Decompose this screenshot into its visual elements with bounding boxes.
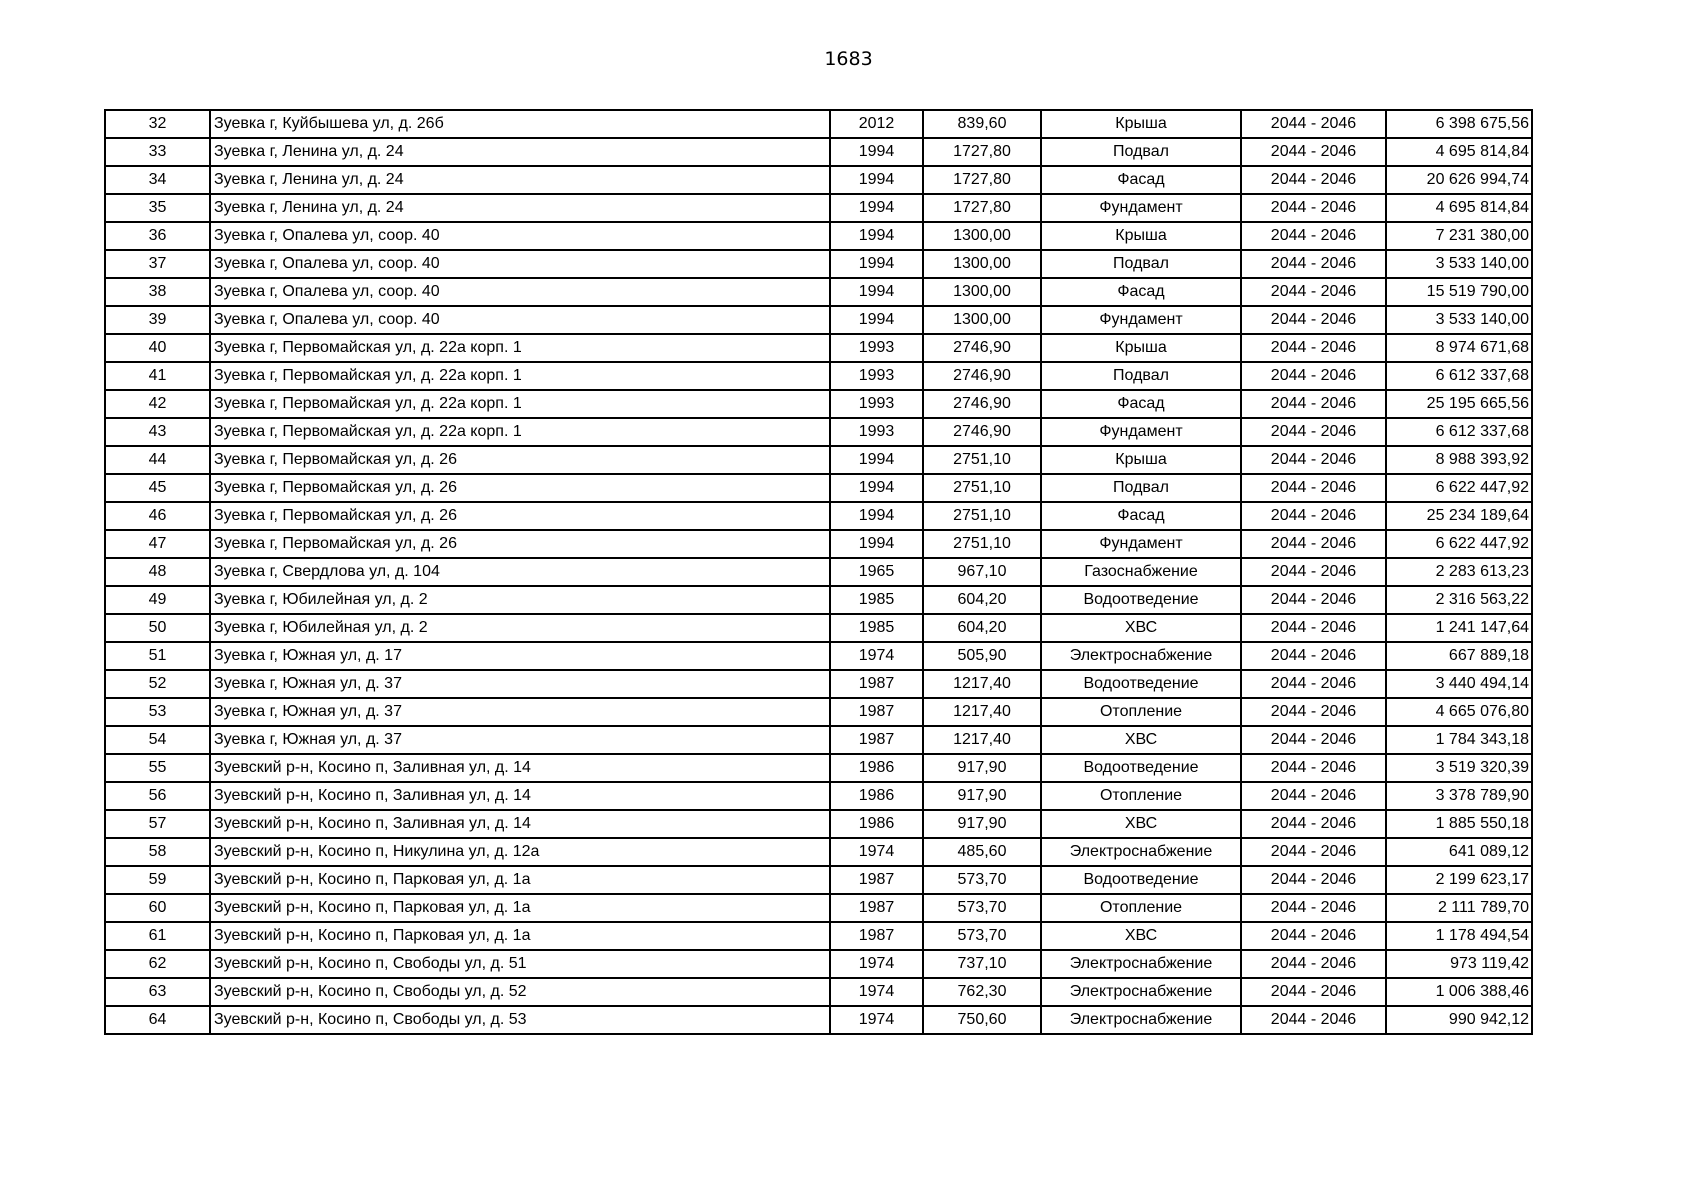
address-cell: Зуевский р-н, Косино п, Заливная ул, д. 14	[210, 782, 830, 810]
period-cell: 2044 - 2046	[1241, 390, 1386, 418]
cost-cell: 8 988 393,92	[1386, 446, 1532, 474]
cost-cell: 990 942,12	[1386, 1006, 1532, 1034]
area-cell: 1300,00	[923, 278, 1041, 306]
table-row	[105, 754, 1532, 782]
area-cell: 604,20	[923, 614, 1041, 642]
area-cell: 2746,90	[923, 390, 1041, 418]
period-cell: 2044 - 2046	[1241, 894, 1386, 922]
row-number-cell: 36	[105, 222, 210, 250]
period-cell: 2044 - 2046	[1241, 558, 1386, 586]
cost-cell: 2 111 789,70	[1386, 894, 1532, 922]
work-type-cell: Подвал	[1041, 250, 1241, 278]
address-cell: Зуевка г, Ленина ул, д. 24	[210, 194, 830, 222]
table-row	[105, 894, 1532, 922]
year-cell: 1985	[830, 586, 923, 614]
area-cell: 1300,00	[923, 250, 1041, 278]
table-row	[105, 558, 1532, 586]
cost-cell: 4 695 814,84	[1386, 138, 1532, 166]
cost-cell: 667 889,18	[1386, 642, 1532, 670]
area-cell: 967,10	[923, 558, 1041, 586]
period-cell: 2044 - 2046	[1241, 614, 1386, 642]
address-cell: Зуевка г, Первомайская ул, д. 22а корп. 1	[210, 334, 830, 362]
address-cell: Зуевский р-н, Косино п, Парковая ул, д. 1а	[210, 922, 830, 950]
year-cell: 1974	[830, 978, 923, 1006]
work-type-cell: ХВС	[1041, 614, 1241, 642]
row-number-cell: 40	[105, 334, 210, 362]
year-cell: 1987	[830, 894, 923, 922]
area-cell: 2751,10	[923, 474, 1041, 502]
year-cell: 1974	[830, 642, 923, 670]
year-cell: 1987	[830, 726, 923, 754]
period-cell: 2044 - 2046	[1241, 586, 1386, 614]
period-cell: 2044 - 2046	[1241, 530, 1386, 558]
work-type-cell: ХВС	[1041, 810, 1241, 838]
address-cell: Зуевка г, Южная ул, д. 37	[210, 698, 830, 726]
row-number-cell: 63	[105, 978, 210, 1006]
table-row	[105, 866, 1532, 894]
area-cell: 2751,10	[923, 446, 1041, 474]
row-number-cell: 44	[105, 446, 210, 474]
work-type-cell: Газоснабжение	[1041, 558, 1241, 586]
period-cell: 2044 - 2046	[1241, 278, 1386, 306]
area-cell: 1217,40	[923, 726, 1041, 754]
year-cell: 1994	[830, 530, 923, 558]
period-cell: 2044 - 2046	[1241, 110, 1386, 138]
period-cell: 2044 - 2046	[1241, 922, 1386, 950]
cost-cell: 6 612 337,68	[1386, 362, 1532, 390]
year-cell: 1993	[830, 362, 923, 390]
row-number-cell: 56	[105, 782, 210, 810]
cost-cell: 3 533 140,00	[1386, 306, 1532, 334]
row-number-cell: 37	[105, 250, 210, 278]
work-type-cell: Фасад	[1041, 166, 1241, 194]
cost-cell: 3 533 140,00	[1386, 250, 1532, 278]
cost-cell: 1 178 494,54	[1386, 922, 1532, 950]
cost-cell: 8 974 671,68	[1386, 334, 1532, 362]
year-cell: 1974	[830, 838, 923, 866]
period-cell: 2044 - 2046	[1241, 866, 1386, 894]
period-cell: 2044 - 2046	[1241, 362, 1386, 390]
cost-cell: 25 195 665,56	[1386, 390, 1532, 418]
work-type-cell: Крыша	[1041, 334, 1241, 362]
work-type-cell: Фасад	[1041, 278, 1241, 306]
work-type-cell: Отопление	[1041, 782, 1241, 810]
area-cell: 2746,90	[923, 418, 1041, 446]
year-cell: 1987	[830, 698, 923, 726]
address-cell: Зуевский р-н, Косино п, Парковая ул, д. 1а	[210, 894, 830, 922]
table-row	[105, 614, 1532, 642]
row-number-cell: 50	[105, 614, 210, 642]
address-cell: Зуевка г, Первомайская ул, д. 22а корп. 1	[210, 418, 830, 446]
row-number-cell: 41	[105, 362, 210, 390]
cost-cell: 2 199 623,17	[1386, 866, 1532, 894]
year-cell: 1993	[830, 418, 923, 446]
row-number-cell: 42	[105, 390, 210, 418]
area-cell: 1727,80	[923, 166, 1041, 194]
area-cell: 917,90	[923, 782, 1041, 810]
table-row	[105, 222, 1532, 250]
row-number-cell: 47	[105, 530, 210, 558]
address-cell: Зуевка г, Ленина ул, д. 24	[210, 166, 830, 194]
row-number-cell: 43	[105, 418, 210, 446]
row-number-cell: 39	[105, 306, 210, 334]
work-type-cell: ХВС	[1041, 922, 1241, 950]
table-row	[105, 838, 1532, 866]
table-row	[105, 922, 1532, 950]
cost-cell: 641 089,12	[1386, 838, 1532, 866]
address-cell: Зуевка г, Первомайская ул, д. 22а корп. 1	[210, 390, 830, 418]
area-cell: 762,30	[923, 978, 1041, 1006]
address-cell: Зуевский р-н, Косино п, Заливная ул, д. 14	[210, 810, 830, 838]
address-cell: Зуевка г, Куйбышева ул, д. 26б	[210, 110, 830, 138]
row-number-cell: 54	[105, 726, 210, 754]
year-cell: 1994	[830, 250, 923, 278]
address-cell: Зуевка г, Ленина ул, д. 24	[210, 138, 830, 166]
row-number-cell: 53	[105, 698, 210, 726]
row-number-cell: 55	[105, 754, 210, 782]
year-cell: 2012	[830, 110, 923, 138]
table-row	[105, 418, 1532, 446]
row-number-cell: 35	[105, 194, 210, 222]
cost-cell: 3 519 320,39	[1386, 754, 1532, 782]
address-cell: Зуевка г, Южная ул, д. 37	[210, 670, 830, 698]
period-cell: 2044 - 2046	[1241, 754, 1386, 782]
address-cell: Зуевка г, Свердлова ул, д. 104	[210, 558, 830, 586]
cost-cell: 3 440 494,14	[1386, 670, 1532, 698]
address-cell: Зуевка г, Первомайская ул, д. 26	[210, 530, 830, 558]
area-cell: 573,70	[923, 894, 1041, 922]
area-cell: 737,10	[923, 950, 1041, 978]
table-row	[105, 810, 1532, 838]
table-row	[105, 530, 1532, 558]
address-cell: Зуевка г, Юбилейная ул, д. 2	[210, 614, 830, 642]
period-cell: 2044 - 2046	[1241, 446, 1386, 474]
address-cell: Зуевка г, Первомайская ул, д. 26	[210, 502, 830, 530]
year-cell: 1994	[830, 446, 923, 474]
cost-cell: 6 622 447,92	[1386, 530, 1532, 558]
address-cell: Зуевка г, Опалева ул, соор. 40	[210, 250, 830, 278]
year-cell: 1994	[830, 278, 923, 306]
table-row	[105, 502, 1532, 530]
repair-schedule-table	[104, 109, 1533, 1035]
row-number-cell: 61	[105, 922, 210, 950]
table-row	[105, 446, 1532, 474]
period-cell: 2044 - 2046	[1241, 726, 1386, 754]
period-cell: 2044 - 2046	[1241, 474, 1386, 502]
row-number-cell: 64	[105, 1006, 210, 1034]
area-cell: 1727,80	[923, 194, 1041, 222]
row-number-cell: 60	[105, 894, 210, 922]
period-cell: 2044 - 2046	[1241, 334, 1386, 362]
table-row	[105, 138, 1532, 166]
work-type-cell: Крыша	[1041, 446, 1241, 474]
row-number-cell: 57	[105, 810, 210, 838]
period-cell: 2044 - 2046	[1241, 222, 1386, 250]
work-type-cell: Крыша	[1041, 222, 1241, 250]
year-cell: 1994	[830, 306, 923, 334]
address-cell: Зуевка г, Юбилейная ул, д. 2	[210, 586, 830, 614]
work-type-cell: Электроснабжение	[1041, 950, 1241, 978]
row-number-cell: 46	[105, 502, 210, 530]
cost-cell: 25 234 189,64	[1386, 502, 1532, 530]
table-row	[105, 110, 1532, 138]
work-type-cell: Фундамент	[1041, 418, 1241, 446]
row-number-cell: 33	[105, 138, 210, 166]
table-body	[105, 110, 1532, 1034]
cost-cell: 1 784 343,18	[1386, 726, 1532, 754]
cost-cell: 1 241 147,64	[1386, 614, 1532, 642]
area-cell: 1300,00	[923, 222, 1041, 250]
row-number-cell: 34	[105, 166, 210, 194]
work-type-cell: Отопление	[1041, 698, 1241, 726]
table-row	[105, 642, 1532, 670]
row-number-cell: 62	[105, 950, 210, 978]
table-row	[105, 166, 1532, 194]
address-cell: Зуевка г, Первомайская ул, д. 26	[210, 446, 830, 474]
area-cell: 505,90	[923, 642, 1041, 670]
address-cell: Зуевский р-н, Косино п, Свободы ул, д. 51	[210, 950, 830, 978]
area-cell: 1217,40	[923, 670, 1041, 698]
page-number: 1683	[824, 48, 873, 70]
cost-cell: 7 231 380,00	[1386, 222, 1532, 250]
area-cell: 1217,40	[923, 698, 1041, 726]
year-cell: 1987	[830, 866, 923, 894]
cost-cell: 3 378 789,90	[1386, 782, 1532, 810]
table-row	[105, 390, 1532, 418]
period-cell: 2044 - 2046	[1241, 166, 1386, 194]
year-cell: 1994	[830, 474, 923, 502]
period-cell: 2044 - 2046	[1241, 306, 1386, 334]
cost-cell: 6 612 337,68	[1386, 418, 1532, 446]
row-number-cell: 32	[105, 110, 210, 138]
year-cell: 1994	[830, 194, 923, 222]
address-cell: Зуевка г, Южная ул, д. 17	[210, 642, 830, 670]
year-cell: 1974	[830, 950, 923, 978]
work-type-cell: Фундамент	[1041, 194, 1241, 222]
period-cell: 2044 - 2046	[1241, 502, 1386, 530]
table-row	[105, 670, 1532, 698]
address-cell: Зуевский р-н, Косино п, Парковая ул, д. 1а	[210, 866, 830, 894]
table-row	[105, 250, 1532, 278]
year-cell: 1987	[830, 922, 923, 950]
area-cell: 917,90	[923, 754, 1041, 782]
year-cell: 1994	[830, 502, 923, 530]
row-number-cell: 58	[105, 838, 210, 866]
address-cell: Зуевка г, Южная ул, д. 37	[210, 726, 830, 754]
work-type-cell: Водоотведение	[1041, 670, 1241, 698]
table-row	[105, 698, 1532, 726]
row-number-cell: 38	[105, 278, 210, 306]
period-cell: 2044 - 2046	[1241, 1006, 1386, 1034]
table-row	[105, 586, 1532, 614]
work-type-cell: Водоотведение	[1041, 866, 1241, 894]
table-row	[105, 474, 1532, 502]
table-row	[105, 950, 1532, 978]
year-cell: 1974	[830, 1006, 923, 1034]
year-cell: 1965	[830, 558, 923, 586]
year-cell: 1994	[830, 138, 923, 166]
area-cell: 485,60	[923, 838, 1041, 866]
row-number-cell: 51	[105, 642, 210, 670]
table-row	[105, 194, 1532, 222]
work-type-cell: Фасад	[1041, 502, 1241, 530]
work-type-cell: Водоотведение	[1041, 586, 1241, 614]
table-row	[105, 278, 1532, 306]
work-type-cell: Водоотведение	[1041, 754, 1241, 782]
work-type-cell: Подвал	[1041, 138, 1241, 166]
cost-cell: 4 695 814,84	[1386, 194, 1532, 222]
area-cell: 750,60	[923, 1006, 1041, 1034]
area-cell: 573,70	[923, 922, 1041, 950]
row-number-cell: 49	[105, 586, 210, 614]
address-cell: Зуевский р-н, Косино п, Свободы ул, д. 52	[210, 978, 830, 1006]
work-type-cell: Подвал	[1041, 362, 1241, 390]
address-cell: Зуевский р-н, Косино п, Заливная ул, д. 14	[210, 754, 830, 782]
work-type-cell: Крыша	[1041, 110, 1241, 138]
address-cell: Зуевский р-н, Косино п, Никулина ул, д. 12а	[210, 838, 830, 866]
address-cell: Зуевка г, Опалева ул, соор. 40	[210, 222, 830, 250]
period-cell: 2044 - 2046	[1241, 950, 1386, 978]
year-cell: 1986	[830, 754, 923, 782]
year-cell: 1994	[830, 166, 923, 194]
area-cell: 604,20	[923, 586, 1041, 614]
work-type-cell: Электроснабжение	[1041, 838, 1241, 866]
cost-cell: 1 885 550,18	[1386, 810, 1532, 838]
cost-cell: 973 119,42	[1386, 950, 1532, 978]
table-row	[105, 306, 1532, 334]
period-cell: 2044 - 2046	[1241, 838, 1386, 866]
address-cell: Зуевка г, Первомайская ул, д. 26	[210, 474, 830, 502]
address-cell: Зуевка г, Опалева ул, соор. 40	[210, 278, 830, 306]
period-cell: 2044 - 2046	[1241, 250, 1386, 278]
period-cell: 2044 - 2046	[1241, 138, 1386, 166]
cost-cell: 6 622 447,92	[1386, 474, 1532, 502]
period-cell: 2044 - 2046	[1241, 978, 1386, 1006]
work-type-cell: Отопление	[1041, 894, 1241, 922]
period-cell: 2044 - 2046	[1241, 194, 1386, 222]
year-cell: 1993	[830, 390, 923, 418]
table-row	[105, 334, 1532, 362]
work-type-cell: Электроснабжение	[1041, 978, 1241, 1006]
address-cell: Зуевский р-н, Косино п, Свободы ул, д. 53	[210, 1006, 830, 1034]
area-cell: 2746,90	[923, 334, 1041, 362]
work-type-cell: ХВС	[1041, 726, 1241, 754]
work-type-cell: Подвал	[1041, 474, 1241, 502]
area-cell: 2751,10	[923, 530, 1041, 558]
year-cell: 1986	[830, 782, 923, 810]
period-cell: 2044 - 2046	[1241, 782, 1386, 810]
area-cell: 573,70	[923, 866, 1041, 894]
row-number-cell: 45	[105, 474, 210, 502]
year-cell: 1987	[830, 670, 923, 698]
year-cell: 1985	[830, 614, 923, 642]
cost-cell: 15 519 790,00	[1386, 278, 1532, 306]
area-cell: 2746,90	[923, 362, 1041, 390]
address-cell: Зуевка г, Первомайская ул, д. 22а корп. 1	[210, 362, 830, 390]
area-cell: 839,60	[923, 110, 1041, 138]
period-cell: 2044 - 2046	[1241, 418, 1386, 446]
table-row	[105, 362, 1532, 390]
cost-cell: 2 283 613,23	[1386, 558, 1532, 586]
work-type-cell: Электроснабжение	[1041, 642, 1241, 670]
period-cell: 2044 - 2046	[1241, 810, 1386, 838]
period-cell: 2044 - 2046	[1241, 642, 1386, 670]
table-row	[105, 1006, 1532, 1034]
area-cell: 1727,80	[923, 138, 1041, 166]
work-type-cell: Фундамент	[1041, 306, 1241, 334]
work-type-cell: Электроснабжение	[1041, 1006, 1241, 1034]
area-cell: 2751,10	[923, 502, 1041, 530]
row-number-cell: 59	[105, 866, 210, 894]
year-cell: 1993	[830, 334, 923, 362]
year-cell: 1986	[830, 810, 923, 838]
address-cell: Зуевка г, Опалева ул, соор. 40	[210, 306, 830, 334]
area-cell: 917,90	[923, 810, 1041, 838]
row-number-cell: 48	[105, 558, 210, 586]
year-cell: 1994	[830, 222, 923, 250]
row-number-cell: 52	[105, 670, 210, 698]
cost-cell: 1 006 388,46	[1386, 978, 1532, 1006]
area-cell: 1300,00	[923, 306, 1041, 334]
work-type-cell: Фасад	[1041, 390, 1241, 418]
period-cell: 2044 - 2046	[1241, 698, 1386, 726]
table-row	[105, 978, 1532, 1006]
table-row	[105, 782, 1532, 810]
cost-cell: 2 316 563,22	[1386, 586, 1532, 614]
period-cell: 2044 - 2046	[1241, 670, 1386, 698]
cost-cell: 20 626 994,74	[1386, 166, 1532, 194]
work-type-cell: Фундамент	[1041, 530, 1241, 558]
table-row	[105, 726, 1532, 754]
cost-cell: 4 665 076,80	[1386, 698, 1532, 726]
cost-cell: 6 398 675,56	[1386, 110, 1532, 138]
